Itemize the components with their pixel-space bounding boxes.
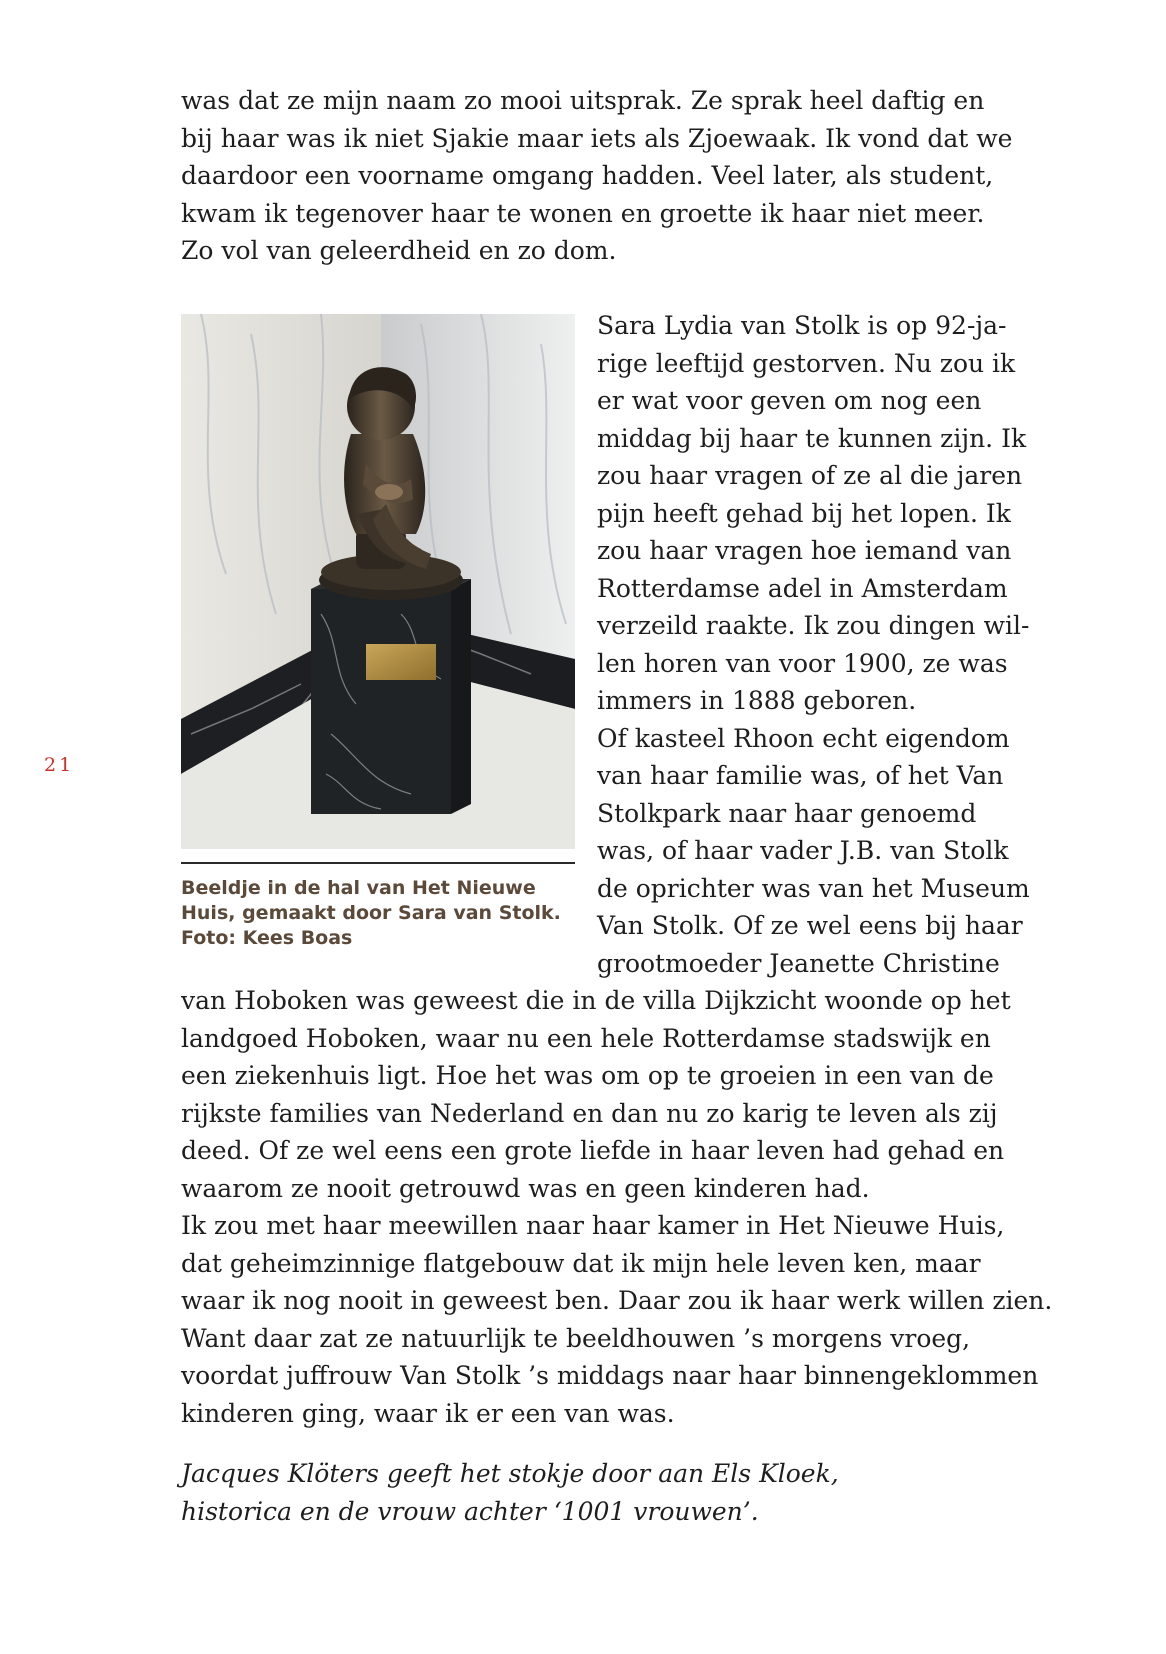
caption-divider <box>181 862 575 864</box>
text-line: Rotterdamse adel in Amsterdam <box>597 573 1008 603</box>
text-line: pijn heeft gehad bij het lopen. Ik <box>597 498 1011 528</box>
text-line: grootmoeder Jeanette Christine <box>597 948 1000 978</box>
text-line: was, of haar vader J.B. van Stolk <box>597 836 1009 865</box>
text-line: Want daar zat ze natuurlijk te beeldhouwen ’s morgens vroeg, <box>181 1323 971 1353</box>
text-line: zou haar vragen hoe iemand van <box>597 536 1012 565</box>
intro-paragraph <box>181 82 1012 270</box>
text-line: landgoed Hoboken, waar nu een hele Rotterdamse stadswijk en <box>181 1023 991 1053</box>
text-line: bij haar was ik niet Sjakie maar iets als Zjoewaak. Ik vond dat we <box>181 123 1013 153</box>
text-line: van haar familie was, of het Van <box>597 761 1004 790</box>
text-line: er wat voor geven om nog een <box>597 386 982 415</box>
text-line: waarom ze nooit getrouwd was en geen kinderen had. <box>181 1173 870 1203</box>
page-number: 21 <box>44 754 75 776</box>
text-line: rijkste families van Nederland en dan nu zo karig te leven als zij <box>181 1098 998 1128</box>
text-line: kwam ik tegenover haar te wonen en groette ik haar niet meer. <box>181 198 985 228</box>
signoff-line: Jacques Klöters geeft het stokje door aan Els Kloek, <box>181 1459 839 1488</box>
text-line: middag bij haar te kunnen zijn. Ik <box>597 423 1027 453</box>
caption-line: Foto: Kees Boas <box>181 927 353 949</box>
statue-photo <box>181 314 575 849</box>
text-line: len horen van voor 1900, ze was <box>597 648 1008 678</box>
text-line: waar ik nog nooit in geweest ben. Daar zou ik haar werk willen zien. <box>181 1286 1053 1315</box>
text-line: Of kasteel Rhoon echt eigendom <box>597 723 1010 753</box>
text-line: een ziekenhuis ligt. Hoe het was om op te groeien in een van de <box>181 1061 994 1090</box>
photo-caption <box>181 876 561 951</box>
text-line: kinderen ging, waar ik er een van was. <box>181 1398 675 1428</box>
text-line: voordat juffrouw Van Stolk ’s middags naar haar binnengeklommen <box>181 1361 1039 1390</box>
signoff <box>181 1455 839 1530</box>
text-line: deed. Of ze wel eens een grote liefde in haar leven had gehad en <box>181 1136 1005 1165</box>
text-line: immers in 1888 geboren. <box>597 686 917 715</box>
text-line: zou haar vragen of ze al die jaren <box>597 461 1023 490</box>
side-column-paragraph <box>597 307 1030 982</box>
text-line: Sara Lydia van Stolk is op 92-ja- <box>597 311 1007 340</box>
continued-paragraph <box>181 982 1052 1432</box>
text-line: verzeild raakte. Ik zou dingen wil- <box>597 611 1030 640</box>
text-line: Van Stolk. Of ze wel eens bij haar <box>597 911 1023 940</box>
text-line: dat geheimzinnige flatgebouw dat ik mijn hele leven ken, maar <box>181 1248 981 1278</box>
text-line: Zo vol van geleerdheid en zo dom. <box>181 236 617 265</box>
text-line: was dat ze mijn naam zo mooi uitsprak. Ze sprak heel daftig en <box>181 86 985 115</box>
text-line: de oprichter was van het Museum <box>597 873 1030 903</box>
signoff-line: historica en de vrouw achter ‘1001 vrouwen’. <box>181 1496 759 1526</box>
caption-line: Beeldje in de hal van Het Nieuwe <box>181 877 536 899</box>
caption-line: Huis, gemaakt door Sara van Stolk. <box>181 902 561 924</box>
statue-illustration <box>181 314 575 849</box>
text-line: rige leeftijd gestorven. Nu zou ik <box>597 348 1016 378</box>
text-line: daardoor een voorname omgang hadden. Veel later, als student, <box>181 161 994 190</box>
text-line: Ik zou met haar meewillen naar haar kamer in Het Nieuwe Huis, <box>181 1211 1005 1240</box>
text-line: van Hoboken was geweest die in de villa Dijkzicht woonde op het <box>181 986 1011 1015</box>
text-line: Stolkpark naar haar genoemd <box>597 798 977 828</box>
